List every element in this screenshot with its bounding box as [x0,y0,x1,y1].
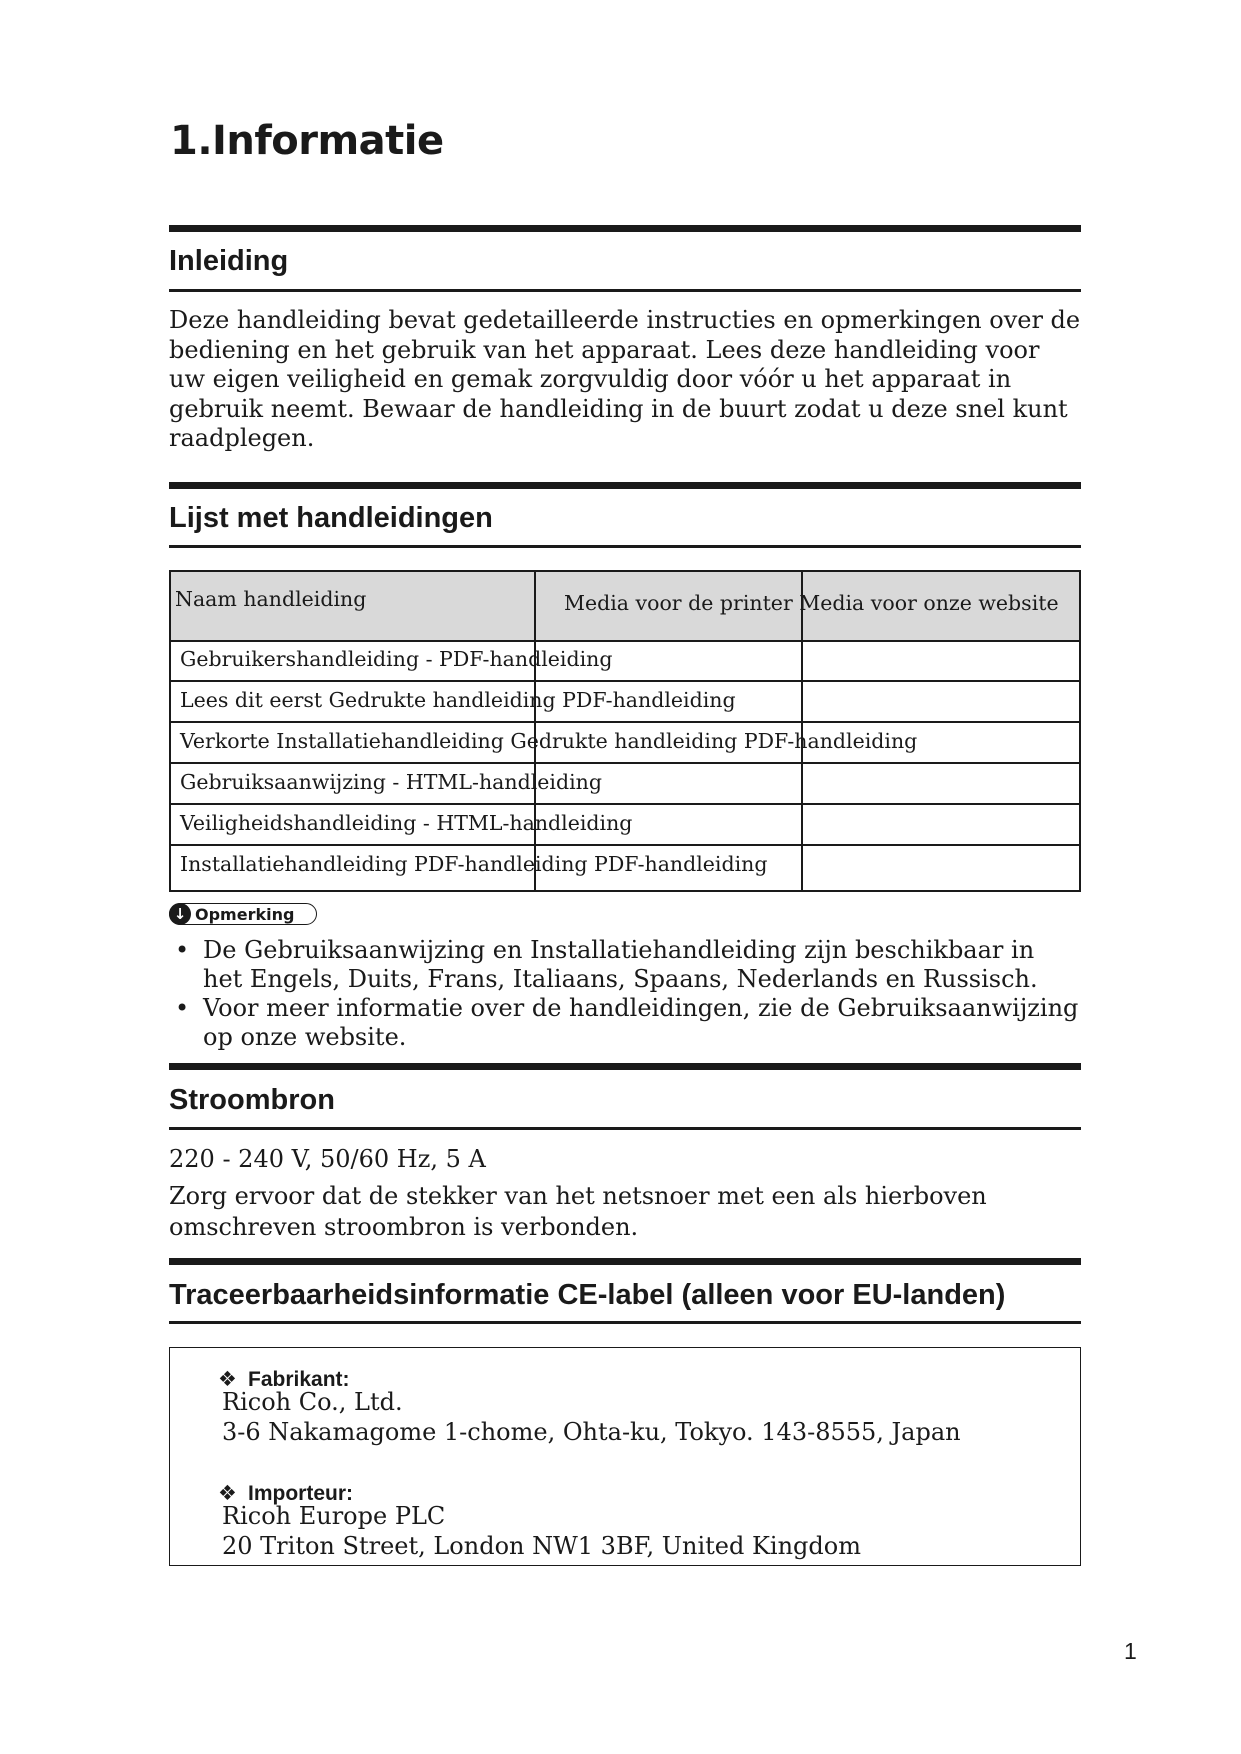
arrow-down-icon: ↓ [169,903,191,925]
section-heading-intro: Inleiding [169,245,289,277]
table-row: Verkorte Installatiehandleiding Gedrukte handleiding PDF-handleiding [180,729,918,753]
importer-name: Ricoh Europe PLC [222,1502,446,1530]
bullet-icon: • [175,936,190,964]
power-spec: 220 - 240 V, 50/60 Hz, 5 A [169,1145,486,1173]
section-rule-bottom [169,545,1081,548]
list-item-text: Voor meer informatie over de handleidingen, zie de Gebruiksaanwijzing op onze website. [203,994,1079,1051]
table-row: Lees dit eerst Gedrukte handleiding PDF-handleiding [180,688,736,712]
table-header-media: Media voor de printer Media voor onze website [564,591,1059,615]
page-number: 1 [1124,1638,1137,1664]
importer-label: ❖ Importeur: [218,1481,353,1505]
note-bullet-list [169,936,1081,1052]
section-rule-top [169,482,1081,489]
section-rule-bottom [169,289,1081,292]
table-row: Installatiehandleiding PDF-handleiding PDF-handleiding [180,852,768,876]
table-row: Veiligheidshandleiding - HTML-handleiding [180,811,633,835]
list-item [169,936,1081,994]
section-rule-top [169,1063,1081,1070]
table-row-divider [171,721,1079,723]
importer-address: 20 Triton Street, London NW1 3BF, United Kingdom [222,1532,861,1560]
manufacturer-label: ❖ Fabrikant: [218,1367,350,1391]
power-paragraph: Zorg ervoor dat de stekker van het netsnoer met een als hierboven omschreven stroombron is verbonden. [169,1182,987,1241]
table-row: Gebruikershandleiding - PDF-handleiding [180,647,613,671]
section-heading-power: Stroombron [169,1084,335,1116]
manufacturer-address: 3-6 Nakamagome 1-chome, Ohta-ku, Tokyo. 143-8555, Japan [222,1418,961,1446]
list-item [169,994,1081,1052]
table-row: Gebruiksaanwijzing - HTML-handleiding [180,770,602,794]
bullet-icon: • [175,994,190,1022]
list-item-text: De Gebruiksaanwijzing en Installatiehandleiding zijn beschikbaar in het Engels, Duits, Frans, Italiaans, Spaans, Nederlands en Russisch. [203,936,1038,993]
table-row-divider [171,680,1079,682]
table-row-divider [171,803,1079,805]
section-rule-top [169,225,1081,232]
diamond-icon: ❖ [218,1481,237,1505]
table-row-divider [171,762,1079,764]
page-title: 1.Informatie [170,118,444,164]
section-heading-manuals: Lijst met handleidingen [169,502,493,534]
diamond-icon: ❖ [218,1367,237,1391]
note-label: Opmerking [195,904,295,924]
section-rule-bottom [169,1127,1081,1130]
table-row-divider [171,844,1079,846]
manufacturer-name: Ricoh Co., Ltd. [222,1388,403,1416]
section-rule-top [169,1258,1081,1265]
intro-paragraph: Deze handleiding bevat gedetailleerde instructies en opmerkingen over de bediening en het gebruik van het apparaat. Lees deze handleiding voor uw eigen veiligheid en gemak zorgvuldig door vóór u het apparaat in gebruik neemt. Bewaar de handleiding in de buurt zodat u deze snel kunt raadplegen. [169,306,1081,452]
note-badge [169,903,317,925]
table-header-name: Naam handleiding [175,587,367,611]
section-rule-bottom [169,1321,1081,1324]
manuals-table [169,570,1081,892]
section-heading-ce: Traceerbaarheidsinformatie CE-label (alleen voor EU-landen) [169,1279,1006,1311]
ce-info-box [169,1347,1081,1566]
